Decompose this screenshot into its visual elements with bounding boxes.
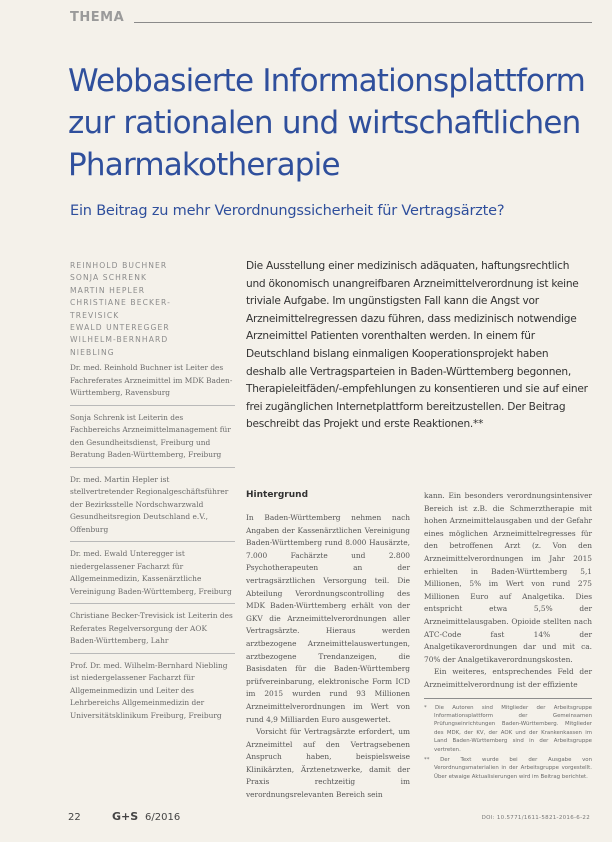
- page-number: 22: [68, 812, 81, 823]
- author-bio: Dr. med. Ewald Unteregger ist niedergelassener Facharzt für Allgemeinmedizin, Kassenärztliche Vereinigung Baden-Württemberg, Freiburg: [70, 548, 235, 604]
- section-heading: Hintergrund: [246, 490, 309, 500]
- section-rule: [134, 22, 592, 23]
- magazine-logo: G+S: [112, 810, 139, 823]
- doi-label: DOI: 10.5771/1611-5821-2016-6-22: [481, 815, 590, 821]
- article-subtitle: Ein Beitrag zu mehr Verordnungssicherheit für Vertragsärzte?: [70, 203, 505, 219]
- author-name: MARTIN HEPLER: [70, 285, 146, 295]
- section-label: THEMA: [70, 10, 125, 25]
- body-column-right: [424, 490, 592, 783]
- author-bios: [70, 362, 235, 733]
- footnote: ** Der Text wurde bei der Ausgabe von Verordnungsmaterialien in der Arbeitsgruppe vorgestellt. Über etwaige Aktualisierungen wird im Beitrag berichtet.: [424, 756, 592, 780]
- author-name: TREVISICK: [70, 310, 120, 320]
- author-name: EWALD UNTEREGGER: [70, 323, 170, 333]
- issue-label: 6/2016: [145, 812, 181, 823]
- lead-paragraph: Die Ausstellung einer medizinisch adäquaten, haftungsrechtlich und ökonomisch unangreifbaren Arzneimittelverordnung ist keine triviale Aufgabe. Im ungünstigsten Fall kann die Angst vor Arzneimittelregressen dazu führen, dass medizinisch notwendige Arzneimittel Patienten vorenthalten werden. In einem für Deutschland bislang einmaligen Kooperationsprojekt haben deshalb alle Vertragsparteien in Baden-Württemberg begonnen, Therapieleitfäden/-empfehlungen zu konsentieren und sie auf einer frei zugänglichen Internetplattform bereitzustellen. Der Beitrag beschreibt das Projekt und erste Reaktionen.**: [246, 260, 588, 431]
- author-bio: Dr. med. Martin Hepler ist stellvertretender Regionalgeschäftsführer der Bezirksstelle Nordschwarzwald Gesundheitsregion Deutschland e.V., Offenburg: [70, 474, 235, 543]
- author-bio: Prof. Dr. med. Wilhelm-Bernhard Niebling ist niedergelassener Facharzt für Allgemeinmedizin und Leiter des Lehrbereichs Allgemeinmedizin der Universitätsklinikum Freiburg, Freiburg: [70, 660, 228, 720]
- author-name: REINHOLD BUCHNER: [70, 261, 168, 270]
- body-paragraph: Ein weiteres, entsprechendes Feld der Arzneimittelverordnung ist der effiziente: [424, 667, 592, 689]
- article-title: Webbasierte Informationsplattform zur rationalen und wirtschaftlichen Pharmakotherapie: [68, 63, 585, 183]
- footnote: * Die Autoren sind Mitglieder der Arbeitsgruppe Informationsplattform der Gemeinsamen Prüfungseinrichtungen Baden-Württemberg. Mitglieder des MDK, der KV, der AOK und der Krankenkassen im Land Baden-Württemberg sind in der Arbeitsgruppe vertreten.: [424, 704, 592, 753]
- body-column-middle: [246, 512, 410, 802]
- author-list: [70, 260, 230, 359]
- author-bio: Sonja Schrenk ist Leiterin des Fachbereichs Arzneimittelmanagement für den Gesundheitsdienst, Freiburg und Beratung Baden-Württemberg, Freiburg: [70, 412, 235, 468]
- author-bio: Dr. med. Reinhold Buchner ist Leiter des Fachreferates Arzneimittel im MDK Baden-Württemberg, Ravensburg: [70, 362, 235, 406]
- author-name: NIEBLING: [70, 347, 115, 357]
- footnote-rule: [424, 698, 592, 699]
- author-bio: Christiane Becker-Trevisick ist Leiterin des Referates Regelversorgung der AOK Baden-Württemberg, Lahr: [70, 610, 235, 654]
- author-name: SONJA SCHRENK: [70, 273, 148, 283]
- author-name: CHRISTIANE BECKER-: [70, 298, 171, 308]
- body-paragraph: In Baden-Württemberg nehmen nach Angaben der Kassenärztlichen Vereinigung Baden-Württemberg rund 8.000 Hausärzte, 7.000 Fachärzte und 2.800 Psychotherapeuten an der vertragsärztlichen Versorgung teil. Die Abteilung Verordnungscontrolling des MDK Baden-Württemberg erhält von der GKV die Arzneimittelverordnungen aller Vertragsärzte. Hieraus werden arztbezogene Arzneimittelauswertungen, arztbezogene Trendanzeigen, die Basisdaten für die Baden-Württemberg prüfvereinbarung, elektronische Form ICD im 2015 wurden rund 93 Millionen Arzneimittelverordnungen im Wert von rund 4,9 Milliarden Euro ausgewertet.: [246, 513, 410, 724]
- body-paragraph: Vorsicht für Vertragsärzte erfordert, um Arzneimittel auf den Vertragsebenen Anspruch haben, beispielsweise Klinikärzten, Ärztenetzwerke, damit der Praxis rechtzeitig im verordnungsrelevanten Bereich sein: [246, 727, 410, 800]
- body-paragraph: kann. Ein besonders verordnungsintensiver Bereich ist z.B. die Schmerztherapie mit hohen Arzneimittelausgaben und der Gefahr eines möglichen Arzneimittelregresses für den betroffenen Arzt (z. Von den Arzneimittelverordnungen im Jahr 2015 erhielten in Baden-Württemberg 5,1 Millionen, 5% im Wert von rund 275 Millionen Euro auf Analgetika. Dies entspricht etwa 5,5% der Arzneimittelausgaben. Opioide stellten nach ATC-Code fast 14% der Analgetikaverordnungen dar und mit ca. 70% der Analgetikaverordnungskosten.: [424, 491, 592, 664]
- author-name: WILHELM-BERNHARD: [70, 335, 169, 345]
